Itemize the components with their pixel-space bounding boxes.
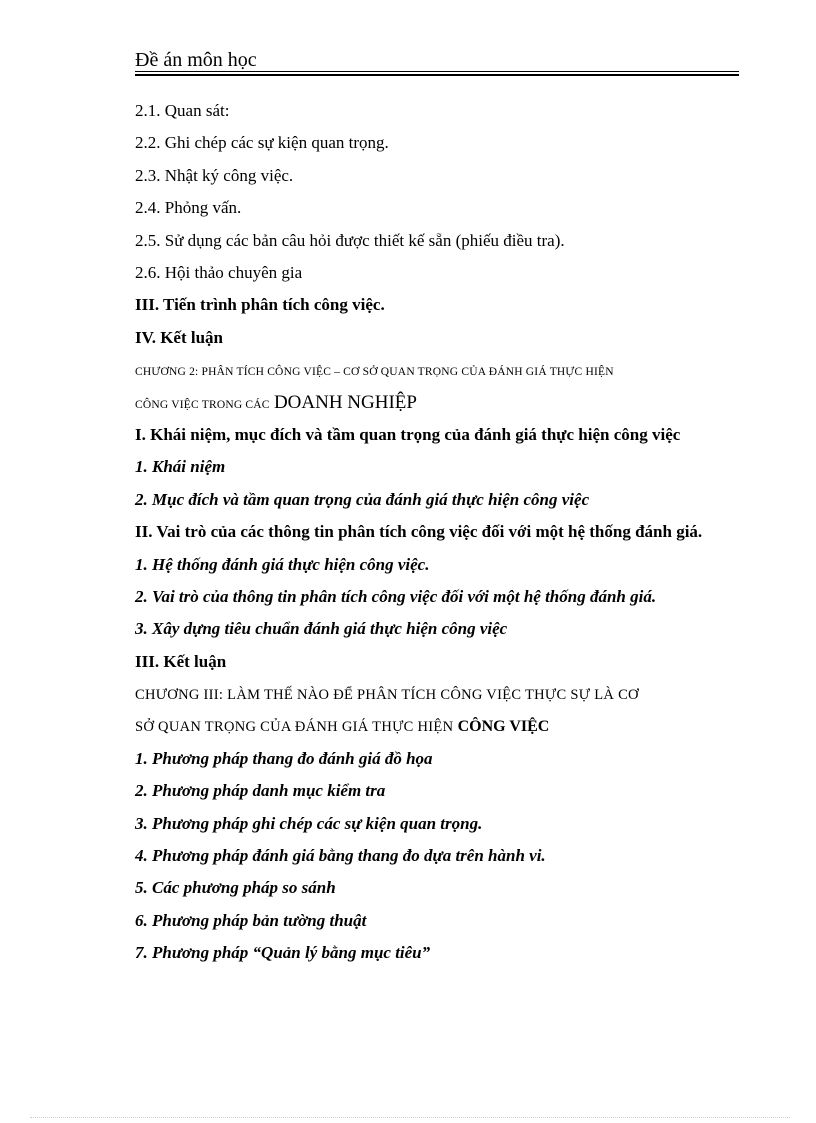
chapter-2-title-small: CÔNG VIỆC TRONG CÁC: [135, 398, 270, 411]
chapter-2-title-large: DOANH NGHIỆP: [273, 391, 417, 413]
list-item: 2.2. Ghi chép các sự kiện quan trọng.: [135, 133, 389, 153]
chapter-3-title-large: CÔNG VIỆC: [457, 718, 550, 736]
subsection-item: 2. Mục đích và tầm quan trọng của đánh giá thực hiện công việc: [135, 489, 590, 509]
method-item: 6. Phương pháp bản tường thuật: [135, 910, 367, 930]
section-heading: IV. Kết luận: [135, 327, 224, 347]
list-item: 2.5. Sử dụng các bản câu hỏi được thiết kế sẵn (phiếu điều tra).: [135, 230, 565, 250]
method-item: 5. Các phương pháp so sánh: [135, 878, 336, 898]
chapter-3-title-line2: [135, 710, 739, 742]
section-heading: III. Tiến trình phân tích công việc.: [135, 295, 385, 315]
chapter-3-title-line1: [135, 678, 739, 710]
chapter-2-title-line2: [135, 387, 739, 419]
method-item: 3. Phương pháp ghi chép các sự kiện quan trọng.: [135, 813, 483, 833]
subsection-item: 1. Khái niệm: [135, 457, 226, 477]
page-bottom-divider: [30, 1117, 790, 1118]
chapter-2-title-text: CHƯƠNG 2: PHÂN TÍCH CÔNG VIỆC – CƠ SỞ QUAN TRỌNG CỦA ĐÁNH GIÁ THỰC HIỆN: [135, 366, 614, 379]
chapter-3-title-text: CHƯƠNG III: LÀM THẾ NÀO ĐỂ PHÂN TÍCH CÔNG VIỆC THỰC SỰ LÀ CƠ: [135, 687, 639, 704]
section-heading: III. Kết luận: [135, 651, 227, 671]
subsection-item: 3. Xây dựng tiêu chuẩn đánh giá thực hiện công việc: [135, 619, 508, 639]
section-heading: I. Khái niệm, mục đích và tầm quan trọng của đánh giá thực hiện công việc: [135, 424, 681, 444]
method-item: 7. Phương pháp “Quản lý bằng mục tiêu”: [135, 943, 431, 963]
header-rule: [135, 71, 739, 72]
method-item: 1. Phương pháp thang đo đánh giá đồ họa: [135, 748, 433, 768]
chapter-3-title-small: SỞ QUAN TRỌNG CỦA ĐÁNH GIÁ THỰC HIỆN: [135, 719, 454, 736]
method-item: 4. Phương pháp đánh giá bằng thang đo dựa trên hành vi.: [135, 846, 546, 866]
list-item: 2.6. Hội thảo chuyên gia: [135, 262, 303, 282]
subsection-item: 2. Vai trò của thông tin phân tích công việc đối với một hệ thống đánh giá.: [135, 586, 657, 606]
header-rule-thick: [135, 74, 739, 76]
chapter-2-title-line1: [135, 354, 739, 386]
header-title: Đề án môn học: [135, 49, 257, 71]
method-item: 2. Phương pháp danh mục kiểm tra: [135, 781, 386, 801]
subsection-item: 1. Hệ thống đánh giá thực hiện công việc.: [135, 554, 430, 574]
page-header: [135, 48, 739, 72]
list-item: 2.3. Nhật ký công việc.: [135, 165, 294, 185]
document-body: [135, 95, 739, 970]
list-item: 2.1. Quan sát:: [135, 101, 230, 120]
list-item: 2.4. Phỏng vấn.: [135, 198, 242, 218]
section-heading: II. Vai trò của các thông tin phân tích công việc đối với một hệ thống đánh giá.: [135, 522, 703, 542]
